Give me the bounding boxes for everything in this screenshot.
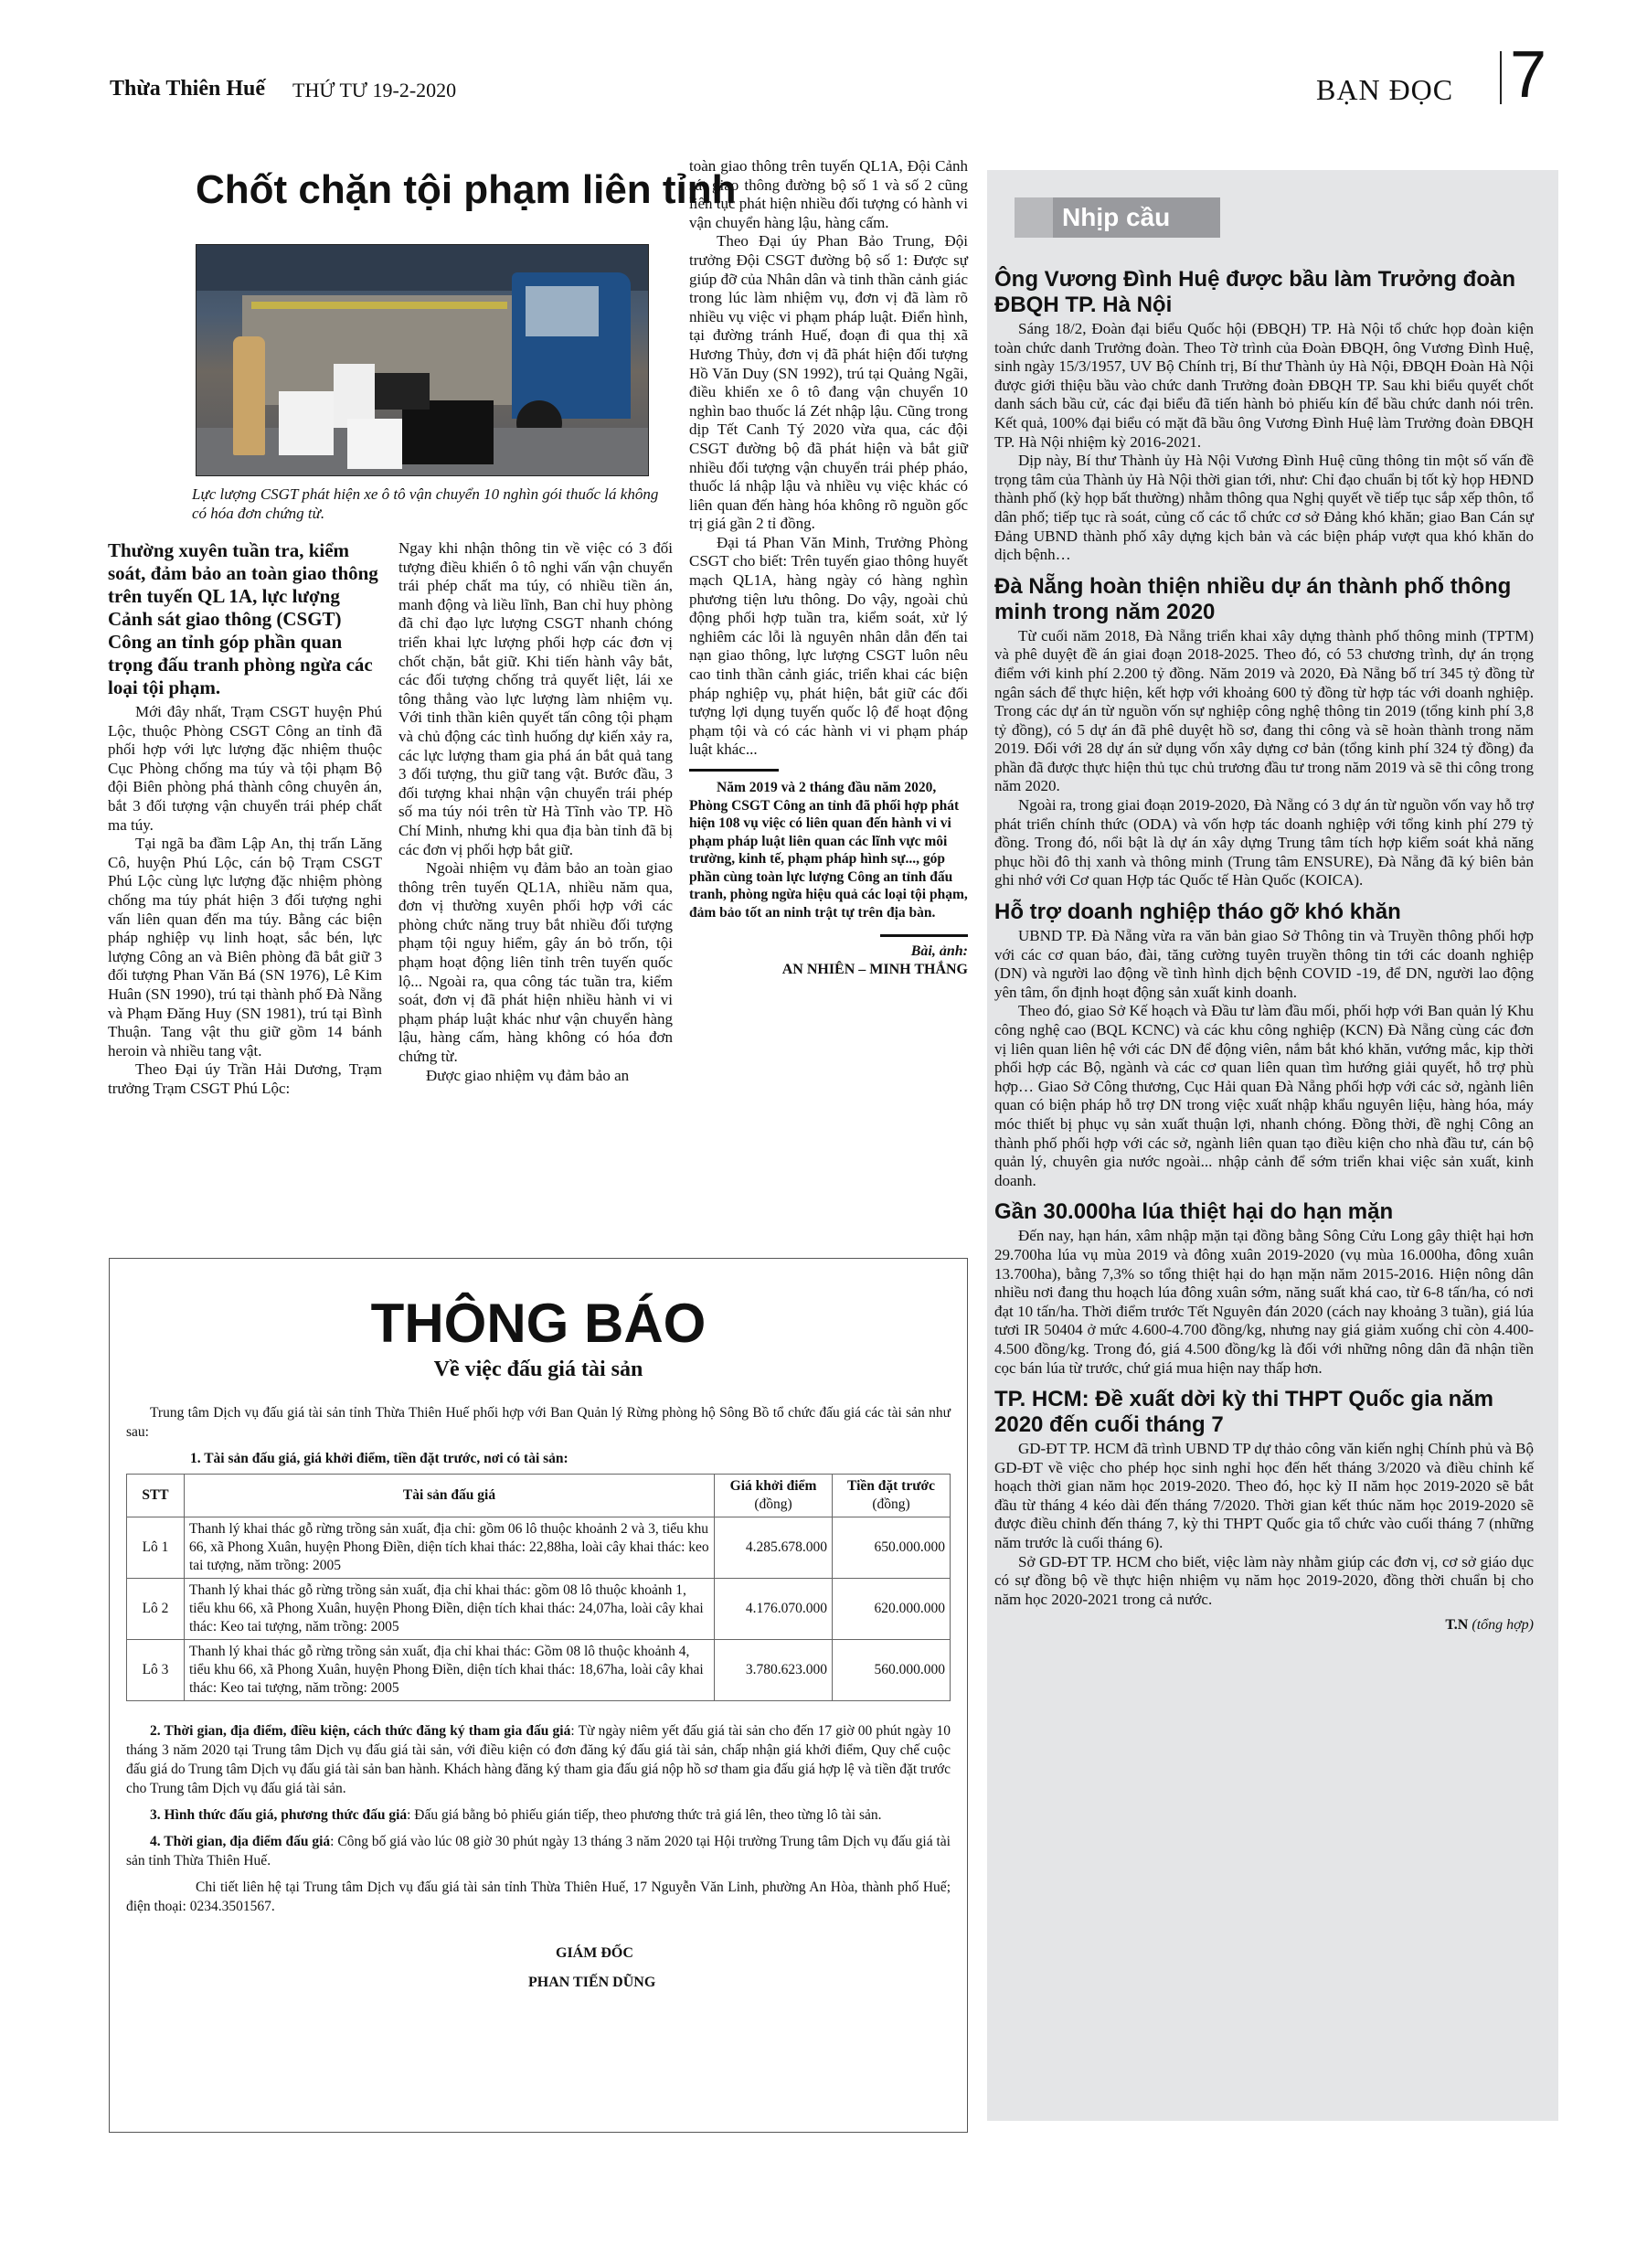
news-paragraph: Sở GD-ĐT TP. HCM cho biết, việc làm này nhằm giúp các đơn vị, cơ sở giáo dục có sự đồng bộ về thực hiện nhiệm vụ năm học 2019-2020, đồng thời chuẩn bị cho năm học 2020-2021 trong cả nước. (994, 1552, 1534, 1608)
notice-signer-title: GIÁM ĐỐC (556, 1945, 633, 1961)
cell-stt: Lô 3 (127, 1640, 185, 1701)
news-headline: TP. HCM: Đề xuất dời kỳ thi THPT Quốc gia năm 2020 đến cuối tháng 7 (994, 1387, 1494, 1438)
news-paragraph: Ngoài ra, trong giai đoạn 2019-2020, Đà Nẵng có 3 dự án từ nguồn vốn vay hỗ trợ phát triển chính thức (ODA) và vốn hợp tác doanh nghiệp với tổng kinh phí 279 tỷ đồng. Trong đó, nổi bật là dự án xây dựng Trung tâm tích hợp kiểm soát khả năng phục hồi đô thị xanh và thông minh (Trung tâm ENSURE), Đà Nẵng đã ký biên bản ghi nhớ với Cơ quan Hợp tác Quốc tế Hàn Quốc (KOICA). (994, 796, 1534, 889)
auction-table (126, 1474, 951, 1701)
notice-section-1-heading: 1. Tài sản đấu giá, giá khởi điểm, tiền đặt trước, nơi có tài sản: (190, 1451, 568, 1466)
notice-intro: Trung tâm Dịch vụ đấu giá tài sản tỉnh Thừa Thiên Huế phối hợp với Ban Quản lý Rừng phòng hộ Sông Bồ tổ chức đấu giá các tài sản như sau: (126, 1405, 951, 1440)
header-deposit (833, 1475, 951, 1517)
sidebar-signature (994, 1616, 1534, 1634)
page-number: 7 (1510, 38, 1547, 112)
cell-start-price: 3.780.623.000 (715, 1640, 833, 1701)
cell-start-price: 4.285.678.000 (715, 1517, 833, 1579)
news-headline: Đà Nẵng hoàn thiện nhiều dự án thành phố thông minh trong năm 2020 (994, 573, 1512, 624)
notice-section-2-heading: 2. Thời gian, địa điểm, điều kiện, cách thức đăng ký tham gia đấu giá (150, 1723, 571, 1739)
article-title: Chốt chặn tội phạm liên tỉnh (196, 167, 737, 212)
table-row (127, 1640, 951, 1701)
news-paragraph: GD-ĐT TP. HCM đã trình UBND TP dự thảo công văn kiến nghị Chính phủ và Bộ GD-ĐT về việc cho phép học sinh nghỉ học đến hết tháng 3/2020 và điều chỉnh kế hoạch thời gian năm học 2019-2020. Theo đó, học kỳ II năm học 2019-2020 sẽ bắt đầu từ tháng 4 kéo dài đến tháng 7/2020. Thời gian kết thúc năm học 2019-2020 sẽ được điều chỉnh đến tháng 7, kỳ thi THPT Quốc gia tổ chức vào cuối tháng 7 (những năm trước là cuối tháng 6). (994, 1440, 1534, 1552)
byline-authors: AN NHIÊN – MINH THẮNG (781, 962, 968, 977)
news-paragraph: Sáng 18/2, Đoàn đại biểu Quốc hội (ĐBQH) TP. Hà Nội tổ chức họp đoàn kiện toàn chức danh Trưởng đoàn. Theo Tờ trình của Đoàn ĐBQH, ông Vương Đình Huệ, sinh ngày 15/3/1957, UV Bộ Chính trị, Bí thư Thành ủy Hà Nội, ĐBQH Đoàn Hà Nội được giới thiệu bầu vào chức danh Trưởng đoàn ĐBQH TP. Sau khi biểu quyết chốt danh sách bầu cử, các đại biểu đã tiến hành bỏ phiếu kín để bầu chức danh nói trên. Kết quả, 100% đại biểu có mặt đã bầu ông Vương Đình Huệ làm Trưởng đoàn ĐBQH TP. Hà Nội nhiệm kỳ 2016-2021. (994, 320, 1534, 451)
news-brief (994, 574, 1534, 890)
news-brief (994, 900, 1534, 1190)
cell-asset: Thanh lý khai thác gỗ rừng trồng sản xuất, địa chỉ khai thác: gồm 08 lô thuộc khoảnh 1, tiểu khu 66, xã Phong Xuân, huyện Phong Điền, diện tích khai thác: 24,07ha, loài cây khai thác: Keo tai tượng, năm trồng: 2005 (185, 1579, 715, 1640)
sidebar-tag-label: Nhịp cầu (1062, 203, 1171, 231)
byline-role: Bài, ảnh: (910, 943, 968, 959)
news-paragraph: Dịp này, Bí thư Thành ủy Hà Nội Vương Đình Huệ cũng thông tin một số vấn đề trọng tâm của Thành ủy Hà Nội thời gian tới, như: Chỉ đạo chuẩn bị tốt kỳ họp HĐND thành phố (kỳ họp bất thường) nhằm thông qua Nghị quyết về tiếp tục sắp xếp thôn, tổ dân phố; tiếp tục rà soát, củng cố các tổ chức cơ sở Đảng khó khăn; giao Ban Cán sự Đảng UBND thành phố xây dựng kịch bản và các biện pháp vượt qua khó khăn do dịch bệnh… (994, 452, 1534, 564)
header-deposit-unit: (đồng) (872, 1496, 910, 1512)
header-start-price (715, 1475, 833, 1517)
table-header-row (127, 1475, 951, 1517)
news-paragraph: UBND TP. Đà Nẵng vừa ra văn bản giao Sở Thông tin và Truyền thông phối hợp với các cơ quan báo, đài, tăng cường tuyên truyền thông tin tới các doanh nghiệp (DN) và người lao động về tình hình dịch bệnh COVID -19, để DN, người lao động yên tâm, ổn định hoạt động sản xuất kinh doanh. (994, 927, 1534, 1001)
cell-deposit: 620.000.000 (833, 1579, 951, 1640)
header-deposit-label: Tiền đặt trước (847, 1478, 935, 1494)
sidebar-stories (994, 267, 1534, 2104)
cell-stt: Lô 1 (127, 1517, 185, 1579)
article-paragraph: Theo Đại úy Trần Hải Dương, Trạm trưởng Trạm CSGT Phú Lộc: (108, 1060, 382, 1097)
notice-section-4 (126, 1832, 951, 1870)
news-brief (994, 1387, 1534, 1609)
news-paragraph: Đến nay, hạn hán, xâm nhập mặn tại đồng bằng Sông Cửu Long gây thiệt hại hơn 29.700ha lúa vụ mùa 2019 và đông xuân 2019-2020 (vụ mùa 16.000ha, đông xuân 13.700ha), bằng 7,3% so tổng thiệt hại do hạn mặn năm 2015-2016. Hiện nông dân nhiều nơi đang thu hoạch lúa đông xuân sớm, năng suất khá cao, từ 6-8 tấn/ha, có nơi đạt 10 tấn/ha. Thời điểm trước Tết Nguyên đán 2020 (cách nay khoảng 3 tuần), giá lúa tươi IR 50404 ở mức 4.600-4.700 đồng/kg, nhưng nay giá giảm xuống chỉ còn 4.400-4.500 đồng/kg. Trong đó, giá 4.500 đồng/kg là đối với những nông dân đã nhận tiền cọc bán lúa từ trước, chứ giá mua hiện nay thấp hơn. (994, 1227, 1534, 1377)
header-asset: Tài sản đấu giá (185, 1475, 715, 1517)
issue-date: THỨ TƯ 19-2-2020 (292, 79, 457, 101)
newspaper-brand: Thừa Thiên Huế (110, 77, 266, 101)
article-paragraph: Đại tá Phan Văn Minh, Trưởng Phòng CSGT cho biết: Trên tuyến giao thông huyết mạch QL1A, hàng ngày có hàng nghìn phương tiện lưu thông. Do vậy, ngoài chủ động phối hợp tuần tra, kiểm soát, xử lý nghiêm các lỗi là nguyên nhân dẫn đến tai nạn giao thông, lực lượng CSGT luôn nêu cao tinh thần cảnh giác, triển khai các biện pháp nghiệp vụ, phát hiện, bắt giữ các đối tượng lợi dụng tuyến quốc lộ để hoạt động phạm tội và có các hành vi vi phạm pháp luật khác... (689, 533, 968, 759)
notice-section-4-text: : Công bố giá vào lúc 08 giờ 30 phút ngày 13 tháng 3 năm 2020 tại Hội trường Trung tâm Dịch vụ đấu giá tài sản tỉnh Thừa Thiên Huế. (126, 1834, 951, 1869)
news-brief (994, 1199, 1534, 1378)
header-start-price-label: Giá khởi điểm (729, 1478, 817, 1494)
notice-contact: Chi tiết liên hệ tại Trung tâm Dịch vụ đấu giá tài sản tỉnh Thừa Thiên Huế, 17 Nguyễn Văn Linh, phường An Hòa, thành phố Huế; điện thoại: 0234.3501567. (126, 1879, 951, 1914)
header-start-price-unit: (đồng) (754, 1496, 792, 1512)
table-row (127, 1517, 951, 1579)
article-photo (196, 244, 649, 476)
article-paragraph: Ngay khi nhận thông tin về việc có 3 đối tượng điều khiển ô tô nghi vấn vận chuyển trái phép chất ma túy, có nhiều tiền án, manh động và liều lĩnh, Ban chỉ huy phòng đã chỉ đạo lực lượng CSGT nhanh chóng triển khai lực lượng phối hợp các đơn vị chốt chặn, bắt giữ. Khi tiến hành vây bắt, các đối tượng chống trả quyết liệt, lái xe tông thẳng vào lực lượng làm nhiệm vụ. Với tinh thần kiên quyết tấn công tội phạm và chủ động các tình huống dự kiến xảy ra, các lực lượng tham gia phá án bắt quả tang 3 đối tượng, thu giữ tang vật. Bước đầu, 3 đối tượng khai nhận vận chuyển trái phép số ma túy nói trên từ Hà Tĩnh vào TP. Hồ Chí Minh, nhưng khi qua địa bàn tỉnh đã bị các đơn vị phối hợp bắt giữ. (398, 539, 673, 858)
article-column-3 (689, 157, 968, 1243)
article-lead: Thường xuyên tuần tra, kiểm soát, đảm bảo an toàn giao thông trên tuyến QL 1A, lực lượng Cảnh sát giao thông (CSGT) Công an tỉnh góp phần quan trọng đấu tranh phòng ngừa các loại tội phạm. (108, 539, 378, 698)
notice-title: THÔNG BÁO (370, 1293, 707, 1354)
byline-rule (880, 934, 968, 937)
news-headline: Hỗ trợ doanh nghiệp tháo gỡ khó khăn (994, 900, 1401, 925)
article-paragraph: Theo Đại úy Phan Bảo Trung, Đội trưởng Đội CSGT đường bộ số 1: Được sự giúp đỡ của Nhân dân và tinh thần cảnh giác trong lúc làm nhiệm vụ, đơn vị đã làm rõ nhiều vụ việc vi phạm pháp luật. Điển hình, tại đường tránh Huế, đoạn đi qua thị xã Hương Thủy, đơn vị đã phát hiện đối tượng Hồ Văn Duy (SN 1992), trú tại Quảng Ngãi, điều khiển xe ô tô đang vận chuyển 10 nghìn bao thuốc lá Zét nhập lậu. Cũng trong dịp Tết Canh Tý 2020 vừa qua, các đội CSGT đường bộ đã phát hiện và bắt giữ nhiều đối tượng vận chuyển trái phép pháo, thuốc lá nhập lậu và nhiều vụ việc khác có liên quan đến hàng hóa không rõ nguồn gốc trị giá gần 2 tỉ đồng. (689, 232, 968, 533)
signature-name: T.N (1445, 1617, 1469, 1634)
article-paragraph: toàn giao thông trên tuyến QL1A, Đội Cảnh sát giao thông đường bộ số 1 và số 2 cũng liên tục phát hiện nhiều đối tượng có hành vi vận chuyển hàng lậu, hàng cấm. (689, 157, 968, 231)
section-name: BẠN ĐỌC (1316, 73, 1454, 106)
sidebar-tag-accent (1015, 197, 1053, 238)
notice-section-2 (126, 1721, 951, 1798)
article-column-2 (398, 539, 673, 1243)
notice-section-2-text: : Từ ngày niêm yết đấu giá tài sản cho đến 17 giờ 00 phút ngày 10 tháng 3 năm 2020 tại Trung tâm Dịch vụ đấu giá tài sản, với điều kiện có đơn đăng ký đấu giá tài sản, chấp nhận giá khởi điểm, Quy chế cuộc đấu giá do Trung tâm Dịch vụ đấu giá tài sản ban hành. Khách hàng đăng ký tham gia đấu giá nộp hồ sơ tham gia đấu giá hợp lệ và tiền đặt trước cho Trung tâm Dịch vụ đấu giá tài sản. (126, 1723, 951, 1796)
article-paragraph: Được giao nhiệm vụ đảm bảo an (426, 1066, 630, 1084)
cell-deposit: 560.000.000 (833, 1640, 951, 1701)
notice-section-4-heading: 4. Thời gian, địa điểm đấu giá (150, 1834, 331, 1849)
cell-deposit: 650.000.000 (833, 1517, 951, 1579)
highlight-box-text: Năm 2019 và 2 tháng đầu năm 2020, Phòng CSGT Công an tỉnh đã phối hợp phát hiện 108 vụ việc có liên quan đến hành vi vi phạm pháp luật liên quan các lĩnh vực môi trường, kinh tế, phạm pháp hình sự..., góp phần cùng toàn lực lượng Công an tỉnh đấu tranh, phòng ngừa hiệu quả các loại tội phạm, đảm bảo tốt an ninh trật tự trên địa bàn. (689, 780, 968, 921)
article-column-1 (108, 539, 382, 1243)
news-headline: Gần 30.000ha lúa thiệt hại do hạn mặn (994, 1199, 1394, 1225)
news-paragraph: Từ cuối năm 2018, Đà Nẵng triển khai xây dựng thành phố thông minh (TPTM) và phê duyệt đề án giai đoạn 2018-2025. Theo đó, có 53 chương trình, dự án trọng điểm với kinh phí 2.200 tỷ đồng. Năm 2019 và 2020, Đà Nẵng bố trí 345 tỷ đồng từ ngân sách để thực hiện, kết hợp với khoảng 600 tỷ đồng từ hợp tác với doanh nghiệp. Trong các dự án từ nguồn vốn sự nghiệp công nghệ thông tin 2019 (tổng kinh phí 3,8 tỷ đồng), có 5 dự án đã phê duyệt hồ sơ, đang thi công và sẽ hoàn thành trong năm 2019. Đối với 28 dự án sử dụng vốn xây dựng cơ bản (tổng kinh phí 324 tỷ đồng) đa phần đã được thực hiện thủ tục chủ trương đầu tư trong năm 2019 và sẽ thi công trong năm 2020. (994, 626, 1534, 795)
photo-caption: Lực lượng CSGT phát hiện xe ô tô vận chuyển 10 nghìn gói thuốc lá không có hóa đơn chứng từ. (192, 485, 659, 522)
notice-section-3 (126, 1805, 951, 1825)
article-paragraph: Tại ngã ba đầm Lập An, thị trấn Lăng Cô, huyện Phú Lộc, cán bộ Trạm CSGT Phú Lộc cùng lực lượng đặc nhiệm phòng chống ma túy phát hiện 3 đối tượng nghi vấn liên quan đến ma túy. Bằng các biện pháp nghiệp vụ linh hoạt, sắc bén, lực lượng Công an và Biên phòng đã bắt giữ 3 đối tượng Phan Văn Bá (SN 1976), Lê Kim Huân (SN 1990), trú tại thành phố Đà Nẵng và Phạm Đăng Huy (SN 1981), trú tại Bình Thuận. Tang vật thu giữ gồm 14 bánh heroin và nhiều tang vật. (108, 835, 382, 1059)
cell-asset: Thanh lý khai thác gỗ rừng trồng sản xuất, địa chỉ: gồm 06 lô thuộc khoảnh 2 và 3, tiểu khu 66, xã Phong Xuân, huyện Phong Điền, diện tích khai thác: 22,88ha, loài cây khai thác: keo tai tượng, năm trồng: 2005 (185, 1517, 715, 1579)
news-headline: Ông Vương Đình Huệ được bầu làm Trưởng đoàn ĐBQH TP. Hà Nội (994, 267, 1515, 317)
cell-asset: Thanh lý khai thác gỗ rừng trồng sản xuất, địa chỉ khai thác: Gồm 08 lô thuộc khoảnh 4, tiểu khu 66, xã Phong Xuân, huyện Phong Điền, diện tích khai thác: 18,67ha, loài cây khai thác: Keo tai tượng, năm trồng: 2005 (185, 1640, 715, 1701)
news-brief (994, 267, 1534, 565)
notice-signer-name: PHAN TIẾN DŨNG (528, 1975, 656, 1990)
notice-section-3-text: : Đấu giá bằng bỏ phiếu gián tiếp, theo phương thức trả giá lên, theo từng lô tài sản. (407, 1807, 882, 1823)
notice-section-3-heading: 3. Hình thức đấu giá, phương thức đấu giá (150, 1807, 408, 1823)
box-rule (689, 769, 779, 772)
auction-notice (109, 1258, 968, 2133)
table-row (127, 1579, 951, 1640)
signature-note: (tổng hợp) (1472, 1617, 1534, 1634)
sidebar-tag (1015, 197, 1220, 238)
notice-subtitle: Về việc đấu giá tài sản (433, 1358, 643, 1381)
cell-stt: Lô 2 (127, 1579, 185, 1640)
article-paragraph: Ngoài nhiệm vụ đảm bảo an toàn giao thông trên tuyến QL1A, nhiều năm qua, đơn vị thường xuyên phối hợp với các phòng chức năng truy bắt nhiều đối tượng phạm tội nguy hiểm, gây án bỏ trốn, tội phạm hoạt động liên tỉnh trên tuyến quốc lộ... Ngoài ra, qua công tác tuần tra, kiểm soát, đơn vị đã phát hiện nhiều hành vi vi phạm pháp luật khác như vận chuyển hàng lậu, hàng cấm, hàng không có hóa đơn chứng từ. (398, 859, 673, 1066)
article-paragraph: Mới đây nhất, Trạm CSGT huyện Phú Lộc, thuộc Phòng CSGT Công an tỉnh đã phối hợp với lực lượng đặc nhiệm thuộc Cục Phòng chống ma túy và tội phạm Bộ đội Biên phòng phá thành công chuyên án, bắt 3 đối tượng vận chuyển trái phép chất ma túy. (108, 703, 382, 834)
cell-start-price: 4.176.070.000 (715, 1579, 833, 1640)
header-divider (1500, 51, 1502, 104)
sidebar-nhip-cau (987, 170, 1558, 2121)
header-stt: STT (127, 1475, 185, 1517)
news-paragraph: Theo đó, giao Sở Kế hoạch và Đầu tư làm đầu mối, phối hợp với Ban quản lý Khu công nghệ cao (BQL KCNC) và các khu công nghiệp (KCN) Đà Nẵng cùng các đơn vị liên quan liên hệ với các DN để động viên, nắm bắt khó khăn, vướng mắc, kịp thời phối hợp các Bộ, ngành và các cơ quan liên quan tìm hướng giải quyết, hỗ trợ phù hợp… Giao Sở Công thương, Cục Hải quan Đà Nẵng phối hợp với các sở, ngành liên quan có biện pháp hỗ trợ DN trong việc xuất nhập khẩu nguyên liệu, hàng hóa, máy móc thiết bị phục vụ sản xuất thuận lợi, nhanh chóng. Đồng thời, đề nghị Công an thành phố phối hợp với các sở, ngành liên quan tạo điều kiện cho nhà đầu tư, cán bộ quản lý, chuyên gia nước ngoài... nhập cảnh để sớm triển khai việc sản xuất, kinh doanh. (994, 1002, 1534, 1189)
